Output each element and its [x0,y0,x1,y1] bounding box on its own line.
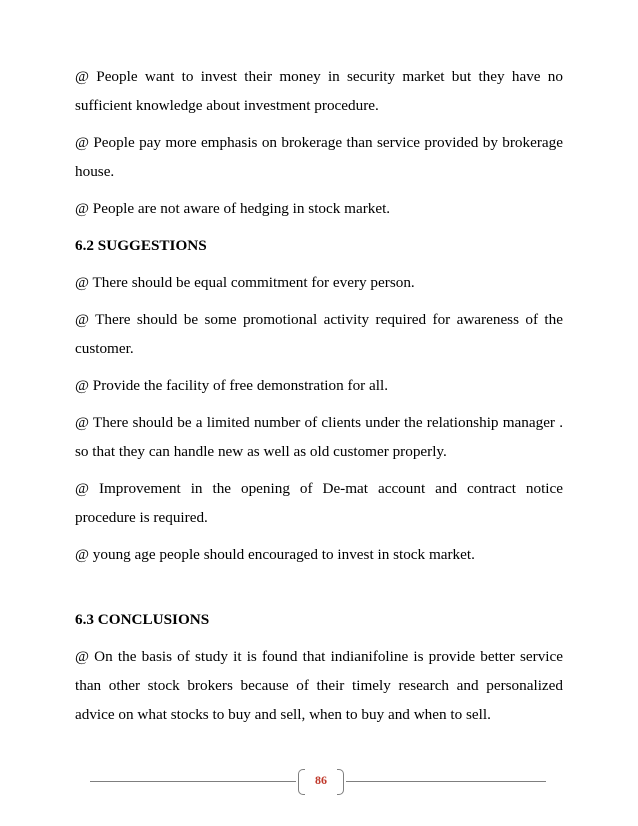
page-number: 86 [315,773,327,787]
finding-paragraph: @ People want to invest their money in security market but they have no sufficient knowledge about investment procedure. [75,68,563,114]
left-brace-icon [298,769,305,795]
suggestion-item: @ There should be some promotional activity required for awareness of the customer. [75,311,563,357]
section-spacer [75,577,563,605]
footer-rule-left [90,781,296,782]
footer-rule-right [346,781,546,782]
suggestion-item: @ There should be a limited number of clients under the relationship manager . so that they can handle new as well as old customer properly. [75,414,563,460]
finding-paragraph: @ People are not aware of hedging in stock market. [75,200,391,217]
finding-paragraph: @ People pay more emphasis on brokerage than service provided by brokerage house. [75,134,563,180]
conclusions-heading: 6.3 CONCLUSIONS [75,611,210,628]
right-brace-icon [337,769,344,795]
suggestion-item: @ Provide the facility of free demonstration for all. [75,377,388,394]
page-footer [90,769,546,795]
suggestions-heading: 6.2 SUGGESTIONS [75,237,207,254]
page-number-box [298,769,344,795]
conclusion-item: @ On the basis of study it is found that indianifoline is provide better service than other stock brokers because of their timely research and personalized advice on what stocks to buy and sell, when to buy and when to sell. [75,648,563,723]
document-page [75,62,563,737]
suggestion-item: @ There should be equal commitment for every person. [75,274,415,291]
suggestion-item: @ young age people should encouraged to invest in stock market. [75,546,475,563]
suggestion-item: @ Improvement in the opening of De-mat account and contract notice procedure is required. [75,480,563,526]
